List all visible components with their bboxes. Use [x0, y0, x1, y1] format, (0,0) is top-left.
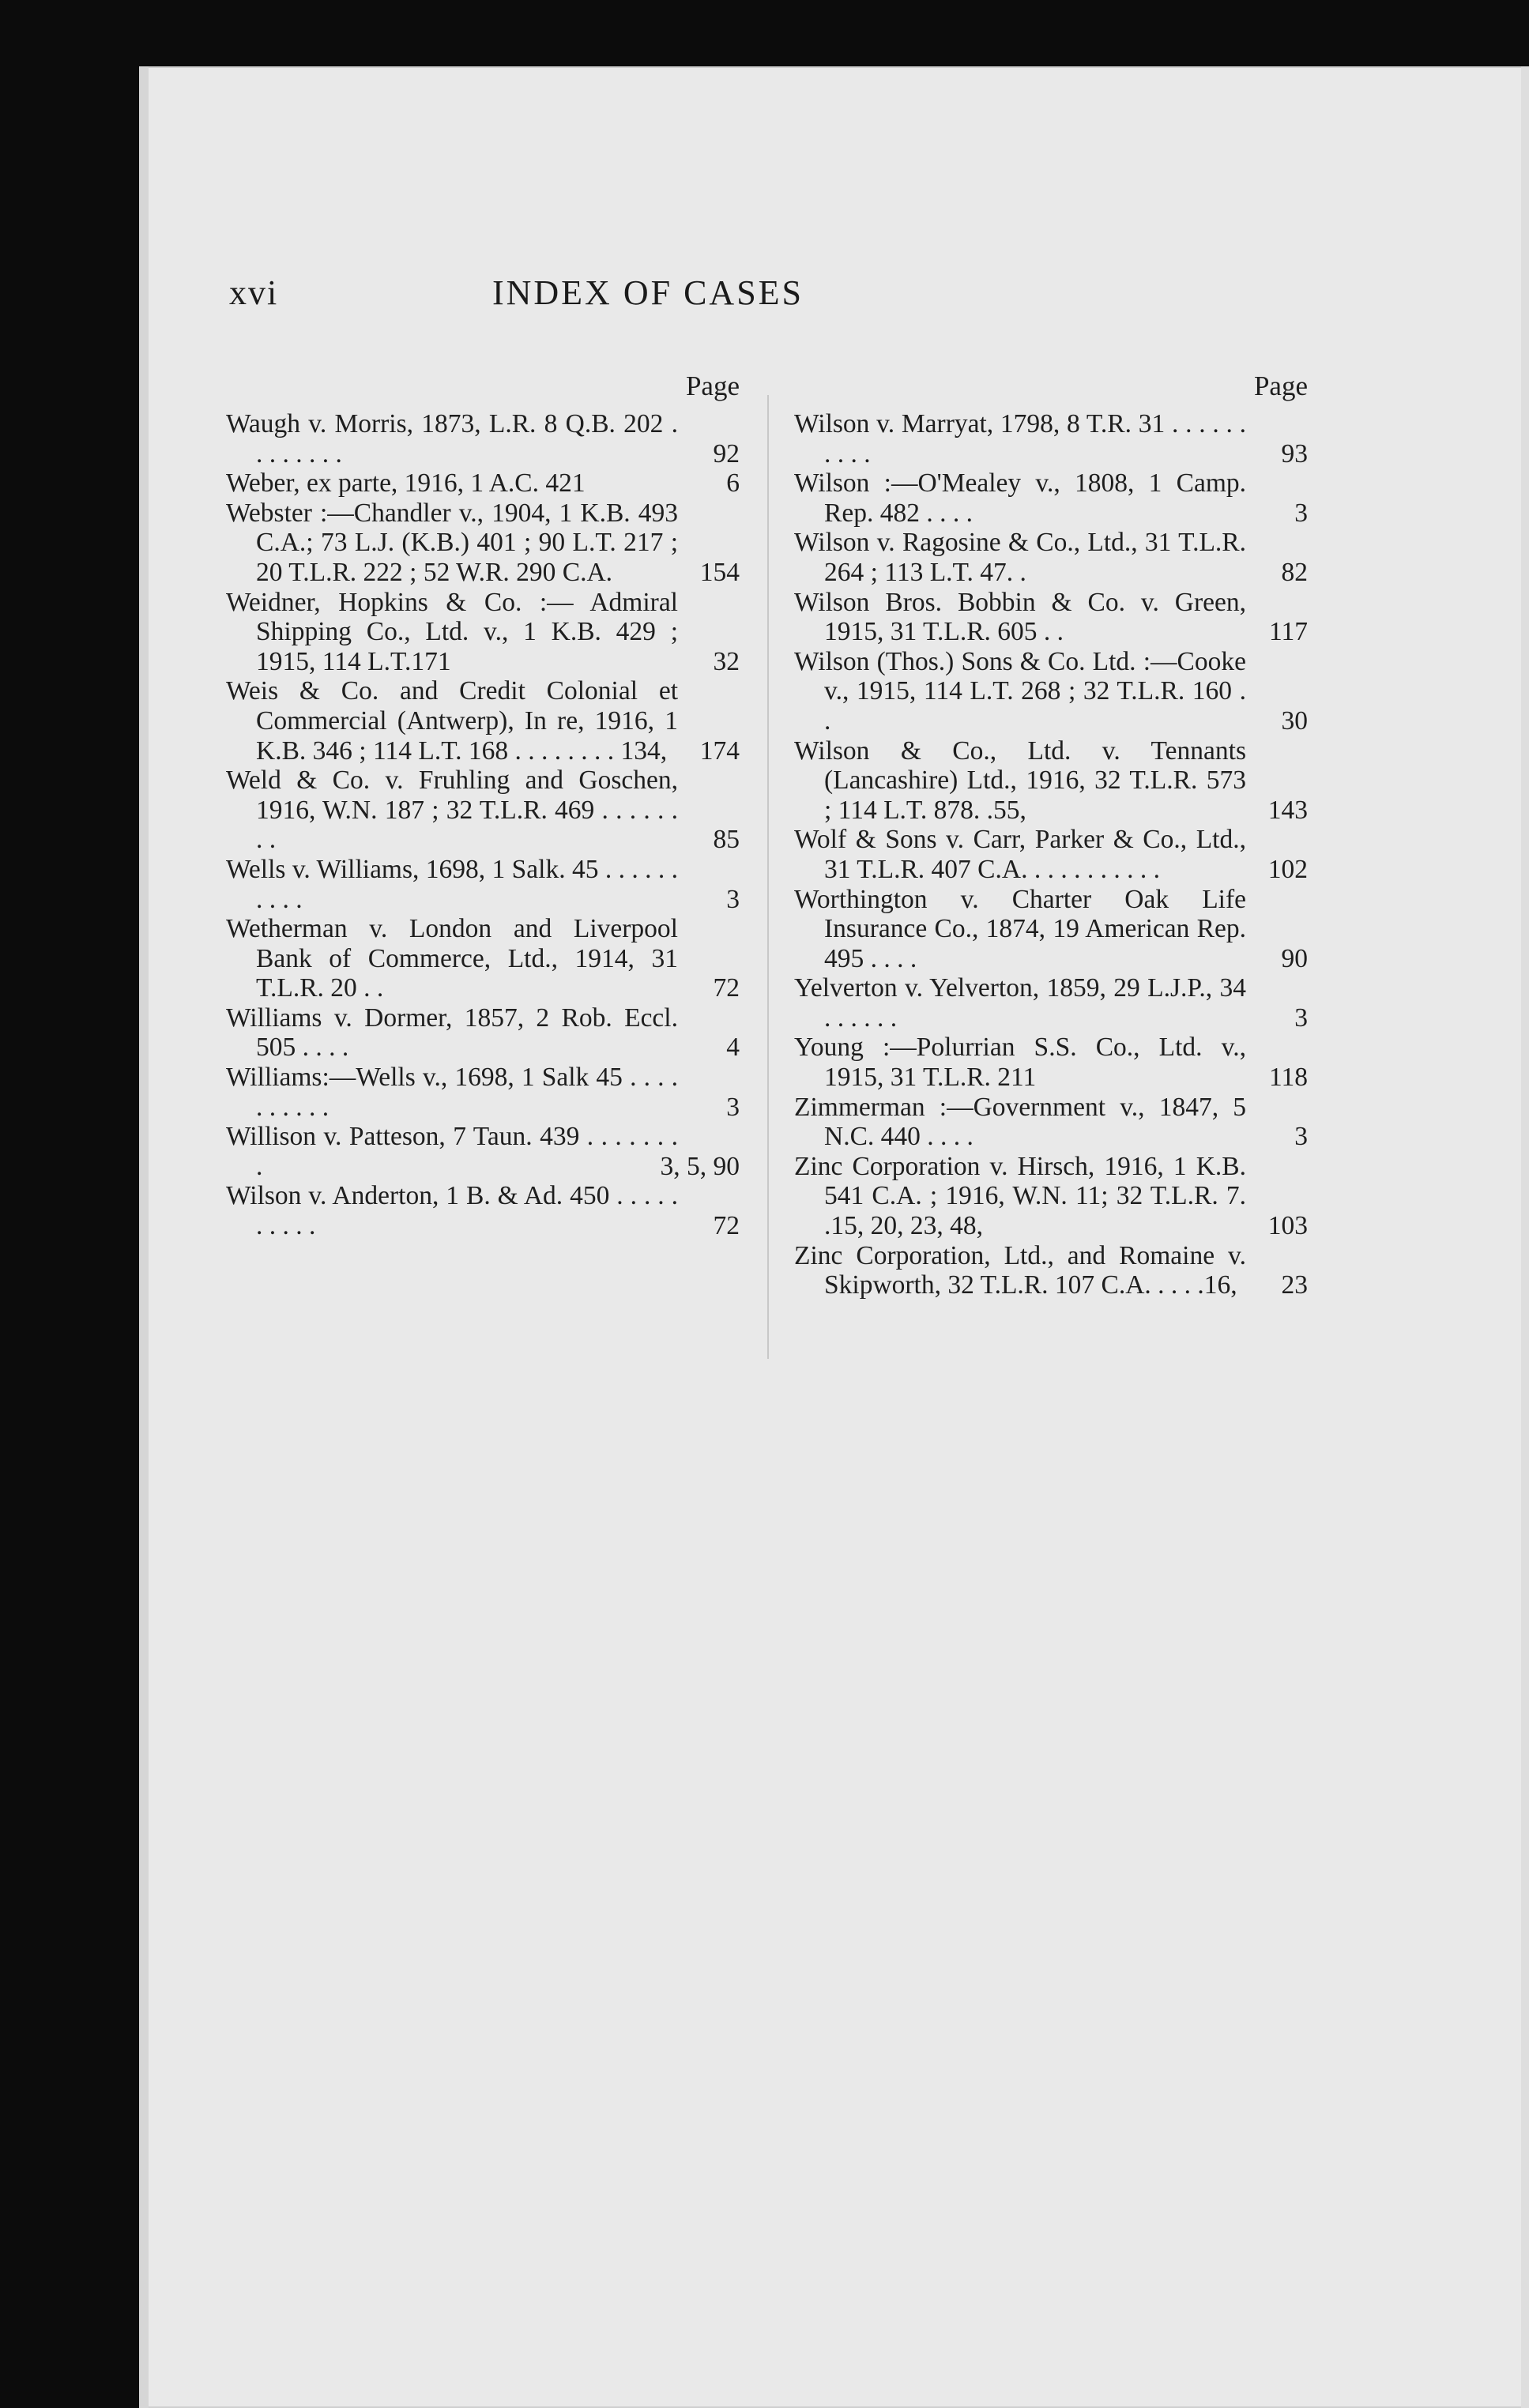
entry-page-number: 174: [699, 736, 740, 766]
entry-page-number: 3: [726, 1092, 740, 1122]
entry-page-number: 93: [1281, 438, 1308, 468]
entry-page-number: 102: [1267, 854, 1308, 884]
entry-page-number: 3: [1294, 1122, 1308, 1152]
index-column-left: [226, 371, 740, 1241]
index-entry: [226, 499, 740, 588]
entry-case-citation: Zinc Corporation v. Hirsch, 1916, 1 K.B. 541 C.A. ; 1916, W.N. 11; 32 T.L.R. 7. .15, 20, 23, 48,: [794, 1151, 1246, 1241]
page-number: xvi: [229, 273, 279, 312]
index-entry: [794, 647, 1308, 736]
entry-case-citation: Wilson v. Anderton, 1 B. & Ad. 450 . . . . . . . . . .: [226, 1181, 678, 1241]
entry-case-citation: Zinc Corporation, Ltd., and Romaine v. Skipworth, 32 T.L.R. 107 C.A. . . . .16,: [794, 1240, 1246, 1300]
index-entry: [226, 914, 740, 1003]
entry-page-number: 143: [1267, 795, 1308, 825]
entry-page-number: 118: [1268, 1063, 1308, 1093]
entry-case-citation: Willison v. Patteson, 7 Taun. 439 . . . . . . . .: [226, 1122, 678, 1181]
entry-page-number: 3: [1294, 498, 1308, 528]
entry-case-citation: Webster :—Chandler v., 1904, 1 K.B. 493 C.A.; 73 L.J. (K.B.) 401 ; 90 L.T. 217 ; 20 T.L.R. 222 ; 52 W.R. 290 C.A.: [226, 498, 678, 587]
index-entry: [794, 885, 1308, 974]
entry-case-citation: Waugh v. Morris, 1873, L.R. 8 Q.B. 202 . . . . . . . .: [226, 409, 678, 468]
entry-case-citation: Wilson Bros. Bobbin & Co. v. Green, 1915, 31 T.L.R. 605 . .: [794, 587, 1246, 647]
index-entry: [226, 1122, 740, 1181]
entry-page-number: 85: [713, 825, 740, 855]
entry-case-citation: Wilson (Thos.) Sons & Co. Ltd. :—Cooke v., 1915, 114 L.T. 268 ; 32 T.L.R. 160 . .: [794, 646, 1246, 736]
index-entry: [794, 528, 1308, 587]
entry-case-citation: Weber, ex parte, 1916, 1 A.C. 421: [226, 468, 586, 499]
entry-case-citation: Wilson & Co., Ltd. v. Tennants (Lancashire) Ltd., 1916, 32 T.L.R. 573 ; 114 L.T. 878. .55,: [794, 736, 1246, 825]
index-column-right: [794, 371, 1308, 1300]
entry-page-number: 4: [726, 1033, 740, 1063]
entry-case-citation: Wilson v. Ragosine & Co., Ltd., 31 T.L.R. 264 ; 113 L.T. 47. .: [794, 528, 1246, 587]
page-title: INDEX OF CASES: [491, 273, 804, 312]
entry-page-number: 90: [1281, 943, 1308, 973]
index-entry: [794, 1033, 1308, 1092]
entry-case-citation: Wells v. Williams, 1698, 1 Salk. 45 . . . . . . . . . .: [226, 854, 678, 914]
entry-page-number: 3, 5, 90: [660, 1151, 740, 1181]
index-entry: [794, 1152, 1308, 1241]
entry-page-number: 117: [1268, 617, 1308, 647]
entry-page-number: 6: [726, 468, 740, 499]
index-entry: [794, 588, 1308, 647]
index-entry: [226, 766, 740, 855]
index-entry: [794, 1093, 1308, 1152]
entry-page-number: 103: [1267, 1211, 1308, 1241]
entry-page-number: 82: [1281, 557, 1308, 587]
index-entry: [794, 468, 1308, 528]
index-entry: [226, 676, 740, 766]
entry-page-number: 23: [1281, 1270, 1308, 1300]
entry-case-citation: Wetherman v. London and Liverpool Bank of Commerce, Ltd., 1914, 31 T.L.R. 20 . .: [226, 914, 678, 1003]
entry-case-citation: Zimmerman :—Government v., 1847, 5 N.C. 440 . . . .: [794, 1092, 1246, 1152]
entry-page-number: 3: [1294, 1003, 1308, 1033]
entry-page-number: 30: [1281, 705, 1308, 736]
index-entry: [794, 409, 1308, 468]
entry-case-citation: Williams:—Wells v., 1698, 1 Salk 45 . . . . . . . . . .: [226, 1063, 678, 1122]
entry-case-citation: Wilson v. Marryat, 1798, 8 T.R. 31 . . . . . . . . . .: [794, 409, 1246, 468]
index-entry-list: [794, 409, 1308, 1300]
index-entry: [226, 588, 740, 677]
entry-case-citation: Wilson :—O'Mealey v., 1808, 1 Camp. Rep. 482 . . . .: [794, 468, 1246, 528]
column-heading-page: Page: [685, 371, 740, 401]
entry-page-number: 92: [713, 438, 740, 468]
page-left-edge: [139, 66, 149, 2408]
index-entry: [226, 1181, 740, 1240]
entry-page-number: 3: [726, 884, 740, 914]
index-entry: [226, 1063, 740, 1122]
entry-case-citation: Worthington v. Charter Oak Life Insurance Co., 1874, 19 American Rep. 495 . . . .: [794, 884, 1246, 973]
page-header: [229, 273, 1067, 320]
entry-page-number: 154: [699, 557, 740, 587]
entry-case-citation: Wolf & Sons v. Carr, Parker & Co., Ltd., 31 T.L.R. 407 C.A. . . . . . . . . . .: [794, 825, 1246, 884]
page-right-edge: [1521, 66, 1529, 2408]
entry-page-number: 72: [713, 1211, 740, 1241]
index-entry-list: [226, 409, 740, 1241]
index-entry: [794, 736, 1308, 826]
entry-case-citation: Young :—Polurrian S.S. Co., Ltd. v., 1915, 31 T.L.R. 211: [794, 1033, 1246, 1093]
entry-page-number: 32: [713, 646, 740, 676]
column-divider: [767, 395, 769, 1359]
entry-case-citation: Yelverton v. Yelverton, 1859, 29 L.J.P., 34 . . . . . .: [794, 973, 1246, 1033]
index-entry: [226, 1003, 740, 1063]
index-entry: [226, 855, 740, 914]
entry-case-citation: Weidner, Hopkins & Co. :— Admiral Shipping Co., Ltd. v., 1 K.B. 429 ; 1915, 114 L.T.171: [226, 587, 678, 676]
entry-case-citation: Williams v. Dormer, 1857, 2 Rob. Eccl. 505 . . . .: [226, 1003, 678, 1063]
column-heading-page: Page: [1253, 371, 1308, 401]
entry-page-number: 72: [713, 973, 740, 1003]
index-entry: [226, 409, 740, 468]
entry-case-citation: Weld & Co. v. Fruhling and Goschen, 1916, W.N. 187 ; 32 T.L.R. 469 . . . . . . . .: [226, 766, 678, 855]
index-entry: [794, 1241, 1308, 1300]
index-entry: [226, 468, 740, 499]
index-entry: [794, 973, 1308, 1033]
entry-case-citation: Weis & Co. and Credit Colonial et Commercial (Antwerp), In re, 1916, 1 K.B. 346 ; 114 L.T. 168 . . . . . . . . 134,: [226, 676, 678, 766]
index-entry: [794, 825, 1308, 884]
